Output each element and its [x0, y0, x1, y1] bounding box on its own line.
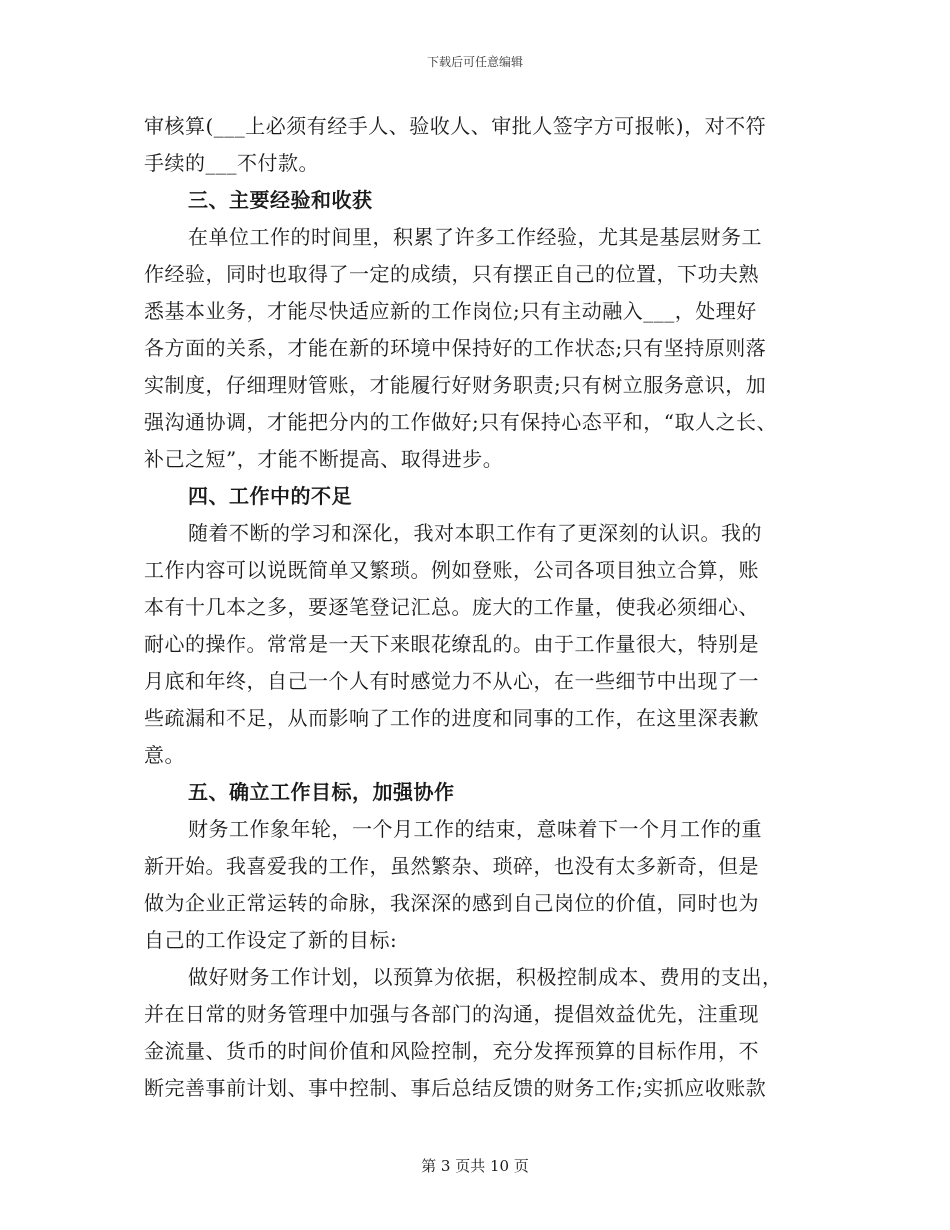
paragraph-line: 财务工作象年轮，一个月工作的结束，意味着下一个月工作的重 [188, 817, 762, 841]
paragraph-line: 些疏漏和不足，从而影响了工作的进度和同事的工作，在这里深表歉 [144, 706, 759, 730]
paragraph-line: 耐心的操作。常常是一天下来眼花缭乱的。由于工作量很大，特别是 [144, 632, 759, 656]
paragraph-line: 月底和年终，自己一个人有时感觉力不从心，在一些细节中出现了一 [144, 669, 759, 693]
paragraph-line: 强沟通协调，才能把分内的工作做好;只有保持心态平和，“取人之长、 [144, 410, 777, 434]
paragraph-line: 做好财务工作计划，以预算为依据，积极控制成本、费用的支出， [188, 965, 783, 989]
paragraph-line: 意。 [144, 743, 185, 767]
page-footer: 第 3 页共 10 页 [421, 1157, 529, 1175]
paragraph-line: 金流量、货币的时间价值和风险控制，充分发挥预算的目标作用，不 [144, 1039, 759, 1063]
paragraph-line: 随着不断的学习和深化，我对本职工作有了更深刻的认识。我的 [188, 521, 762, 545]
page-header: 下载后可任意编辑 [426, 55, 523, 69]
paragraph-line: 手续的___不付款。 [144, 151, 319, 175]
paragraph-line: 各方面的关系，才能在新的环境中保持好的工作状态;只有坚持原则落 [144, 336, 767, 360]
paragraph-line: 悉基本业务，才能尽快适应新的工作岗位;只有主动融入___，处理好 [144, 299, 757, 323]
section-heading: 五、确立工作目标，加强协作 [188, 780, 455, 804]
paragraph-line: 补己之短”，才能不断提高、取得进步。 [144, 447, 504, 471]
paragraph-line: 本有十几本之多，要逐笔登记汇总。庞大的工作量，使我必须细心、 [144, 595, 759, 619]
paragraph-line: 做为企业正常运转的命脉，我深深的感到自己岗位的价值，同时也为 [144, 891, 759, 915]
paragraph-line: 自己的工作设定了新的目标: [144, 928, 398, 952]
paragraph-line: 工作内容可以说既简单又繁琐。例如登账，公司各项目独立合算，账 [144, 558, 759, 582]
paragraph-line: 审核算(___上必须有经手人、验收人、审批人签字方可报帐)，对不符 [144, 114, 767, 138]
paragraph-line: 断完善事前计划、事中控制、事后总结反馈的财务工作;实抓应收账款 [144, 1076, 767, 1100]
paragraph-line: 新开始。我喜爱我的工作，虽然繁杂、琐碎，也没有太多新奇，但是 [144, 854, 759, 878]
paragraph-line: 并在日常的财务管理中加强与各部门的沟通，提倡效益优先，注重现 [144, 1002, 759, 1026]
section-heading: 三、主要经验和收获 [188, 188, 373, 212]
paragraph-line: 实制度，仔细理财管账，才能履行好财务职责;只有树立服务意识，加 [144, 373, 767, 397]
paragraph-line: 作经验，同时也取得了一定的成绩，只有摆正自己的位置，下功夫熟 [144, 262, 759, 286]
paragraph-line: 在单位工作的时间里，积累了许多工作经验，尤其是基层财务工 [188, 225, 762, 249]
document-body [144, 108, 824, 1107]
section-heading: 四、工作中的不足 [188, 484, 352, 508]
